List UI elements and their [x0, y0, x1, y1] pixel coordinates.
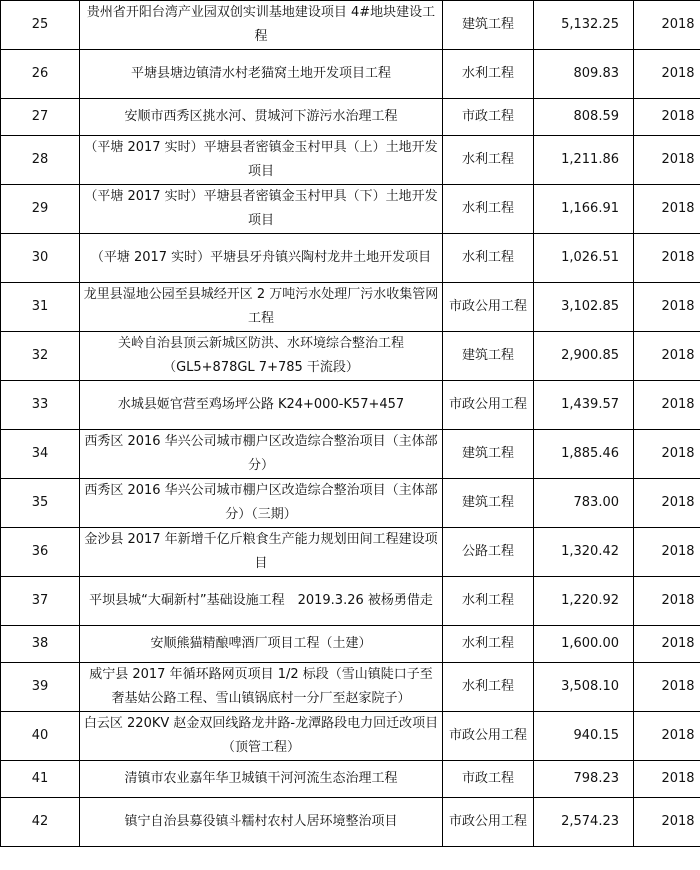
row-number-cell: 30: [1, 234, 80, 283]
amount-cell: 1,166.91: [534, 185, 634, 234]
row-number-cell: 25: [1, 1, 80, 50]
project-name-cell: 清镇市农业嘉年华卫城镇干河河流生态治理工程: [80, 761, 443, 798]
project-type-cell: 水利工程: [443, 577, 534, 626]
project-name-cell: 安顺熊猫精酿啤酒厂项目工程（土建）: [80, 626, 443, 663]
row-number-cell: 33: [1, 381, 80, 430]
amount-cell: 1,026.51: [534, 234, 634, 283]
row-number-cell: 39: [1, 663, 80, 712]
row-number-cell: 28: [1, 136, 80, 185]
table-row: [1, 283, 700, 332]
project-type-cell: 市政公用工程: [443, 283, 534, 332]
project-type-cell: 市政公用工程: [443, 381, 534, 430]
amount-cell: 940.15: [534, 712, 634, 761]
table-row: [1, 761, 700, 798]
year-cell: 2018: [634, 528, 700, 577]
project-name-cell: 安顺市西秀区挑水河、贯城河下游污水治理工程: [80, 99, 443, 136]
project-name-cell: 金沙县 2017 年新增千亿斤粮食生产能力规划田间工程建设项目: [80, 528, 443, 577]
project-type-cell: 建筑工程: [443, 430, 534, 479]
table-row: [1, 50, 700, 99]
project-type-cell: 建筑工程: [443, 1, 534, 50]
table-row: [1, 234, 700, 283]
amount-cell: 1,220.92: [534, 577, 634, 626]
row-number-cell: 41: [1, 761, 80, 798]
project-type-cell: 建筑工程: [443, 332, 534, 381]
year-cell: 2018: [634, 234, 700, 283]
amount-cell: 3,102.85: [534, 283, 634, 332]
year-cell: 2018: [634, 185, 700, 234]
project-type-cell: 市政公用工程: [443, 798, 534, 847]
amount-cell: 808.59: [534, 99, 634, 136]
amount-cell: 783.00: [534, 479, 634, 528]
year-cell: 2018: [634, 381, 700, 430]
project-name-cell: 白云区 220KV 赵金双回线路龙井路-龙潭路段电力回迁改项目（顶管工程）: [80, 712, 443, 761]
year-cell: 2018: [634, 577, 700, 626]
year-cell: 2018: [634, 50, 700, 99]
row-number-cell: 29: [1, 185, 80, 234]
project-type-cell: 公路工程: [443, 528, 534, 577]
year-cell: 2018: [634, 798, 700, 847]
project-name-cell: （平塘 2017 实时）平塘县者密镇金玉村甲具（下）土地开发项目: [80, 185, 443, 234]
amount-cell: 1,320.42: [534, 528, 634, 577]
project-type-cell: 水利工程: [443, 50, 534, 99]
table-row: [1, 332, 700, 381]
year-cell: 2018: [634, 479, 700, 528]
year-cell: 2018: [634, 626, 700, 663]
year-cell: 2018: [634, 1, 700, 50]
table-row: [1, 99, 700, 136]
amount-cell: 2,574.23: [534, 798, 634, 847]
project-name-cell: 威宁县 2017 年循环路网页项目 1/2 标段（雪山镇陡口子至奢基姑公路工程、雪山镇锅底村一分厂至赵家院子）: [80, 663, 443, 712]
table-row: [1, 712, 700, 761]
project-name-cell: 贵州省开阳台湾产业园双创实训基地建设项目 4#地块建设工程: [80, 1, 443, 50]
row-number-cell: 36: [1, 528, 80, 577]
table-row: [1, 136, 700, 185]
table-row: [1, 577, 700, 626]
project-name-cell: 平坝县城“大硐新村”基础设施工程 2019.3.26 被杨勇借走: [80, 577, 443, 626]
row-number-cell: 34: [1, 430, 80, 479]
amount-cell: 1,600.00: [534, 626, 634, 663]
project-name-cell: 镇宁自治县募役镇斗糯村农村人居环境整治项目: [80, 798, 443, 847]
table-row: [1, 381, 700, 430]
project-name-cell: 龙里县湿地公园至县城经开区 2 万吨污水处理厂污水收集管网工程: [80, 283, 443, 332]
project-type-cell: 水利工程: [443, 234, 534, 283]
project-name-cell: （平塘 2017 实时）平塘县者密镇金玉村甲具（上）土地开发项目: [80, 136, 443, 185]
table-row: [1, 528, 700, 577]
amount-cell: 5,132.25: [534, 1, 634, 50]
amount-cell: 1,211.86: [534, 136, 634, 185]
table-row: [1, 430, 700, 479]
project-name-cell: 水城县姬官营至鸡场坪公路 K24+000-K57+457: [80, 381, 443, 430]
year-cell: 2018: [634, 761, 700, 798]
project-name-cell: 西秀区 2016 华兴公司城市棚户区改造综合整治项目（主体部分）（三期）: [80, 479, 443, 528]
row-number-cell: 26: [1, 50, 80, 99]
row-number-cell: 38: [1, 626, 80, 663]
project-type-cell: 建筑工程: [443, 479, 534, 528]
table-row: [1, 479, 700, 528]
year-cell: 2018: [634, 332, 700, 381]
amount-cell: 3,508.10: [534, 663, 634, 712]
table-row: [1, 1, 700, 50]
project-type-cell: 水利工程: [443, 626, 534, 663]
project-type-cell: 市政工程: [443, 761, 534, 798]
row-number-cell: 32: [1, 332, 80, 381]
row-number-cell: 37: [1, 577, 80, 626]
project-table-body: [1, 1, 700, 847]
project-type-cell: 市政工程: [443, 99, 534, 136]
project-type-cell: 水利工程: [443, 185, 534, 234]
amount-cell: 1,885.46: [534, 430, 634, 479]
year-cell: 2018: [634, 430, 700, 479]
amount-cell: 1,439.57: [534, 381, 634, 430]
row-number-cell: 42: [1, 798, 80, 847]
project-type-cell: 市政公用工程: [443, 712, 534, 761]
year-cell: 2018: [634, 712, 700, 761]
year-cell: 2018: [634, 283, 700, 332]
year-cell: 2018: [634, 136, 700, 185]
row-number-cell: 31: [1, 283, 80, 332]
row-number-cell: 40: [1, 712, 80, 761]
amount-cell: 798.23: [534, 761, 634, 798]
project-type-cell: 水利工程: [443, 663, 534, 712]
project-name-cell: （平塘 2017 实时）平塘县牙舟镇兴陶村龙井土地开发项目: [80, 234, 443, 283]
project-name-cell: 西秀区 2016 华兴公司城市棚户区改造综合整治项目（主体部分）: [80, 430, 443, 479]
year-cell: 2018: [634, 663, 700, 712]
project-type-cell: 水利工程: [443, 136, 534, 185]
project-name-cell: 平塘县塘边镇清水村老猫窝土地开发项目工程: [80, 50, 443, 99]
project-name-cell: 关岭自治县顶云新城区防洪、水环境综合整治工程（GL5+878GL 7+785 干流段）: [80, 332, 443, 381]
row-number-cell: 27: [1, 99, 80, 136]
table-row: [1, 663, 700, 712]
row-number-cell: 35: [1, 479, 80, 528]
amount-cell: 809.83: [534, 50, 634, 99]
table-row: [1, 798, 700, 847]
table-row: [1, 185, 700, 234]
amount-cell: 2,900.85: [534, 332, 634, 381]
year-cell: 2018: [634, 99, 700, 136]
table-row: [1, 626, 700, 663]
